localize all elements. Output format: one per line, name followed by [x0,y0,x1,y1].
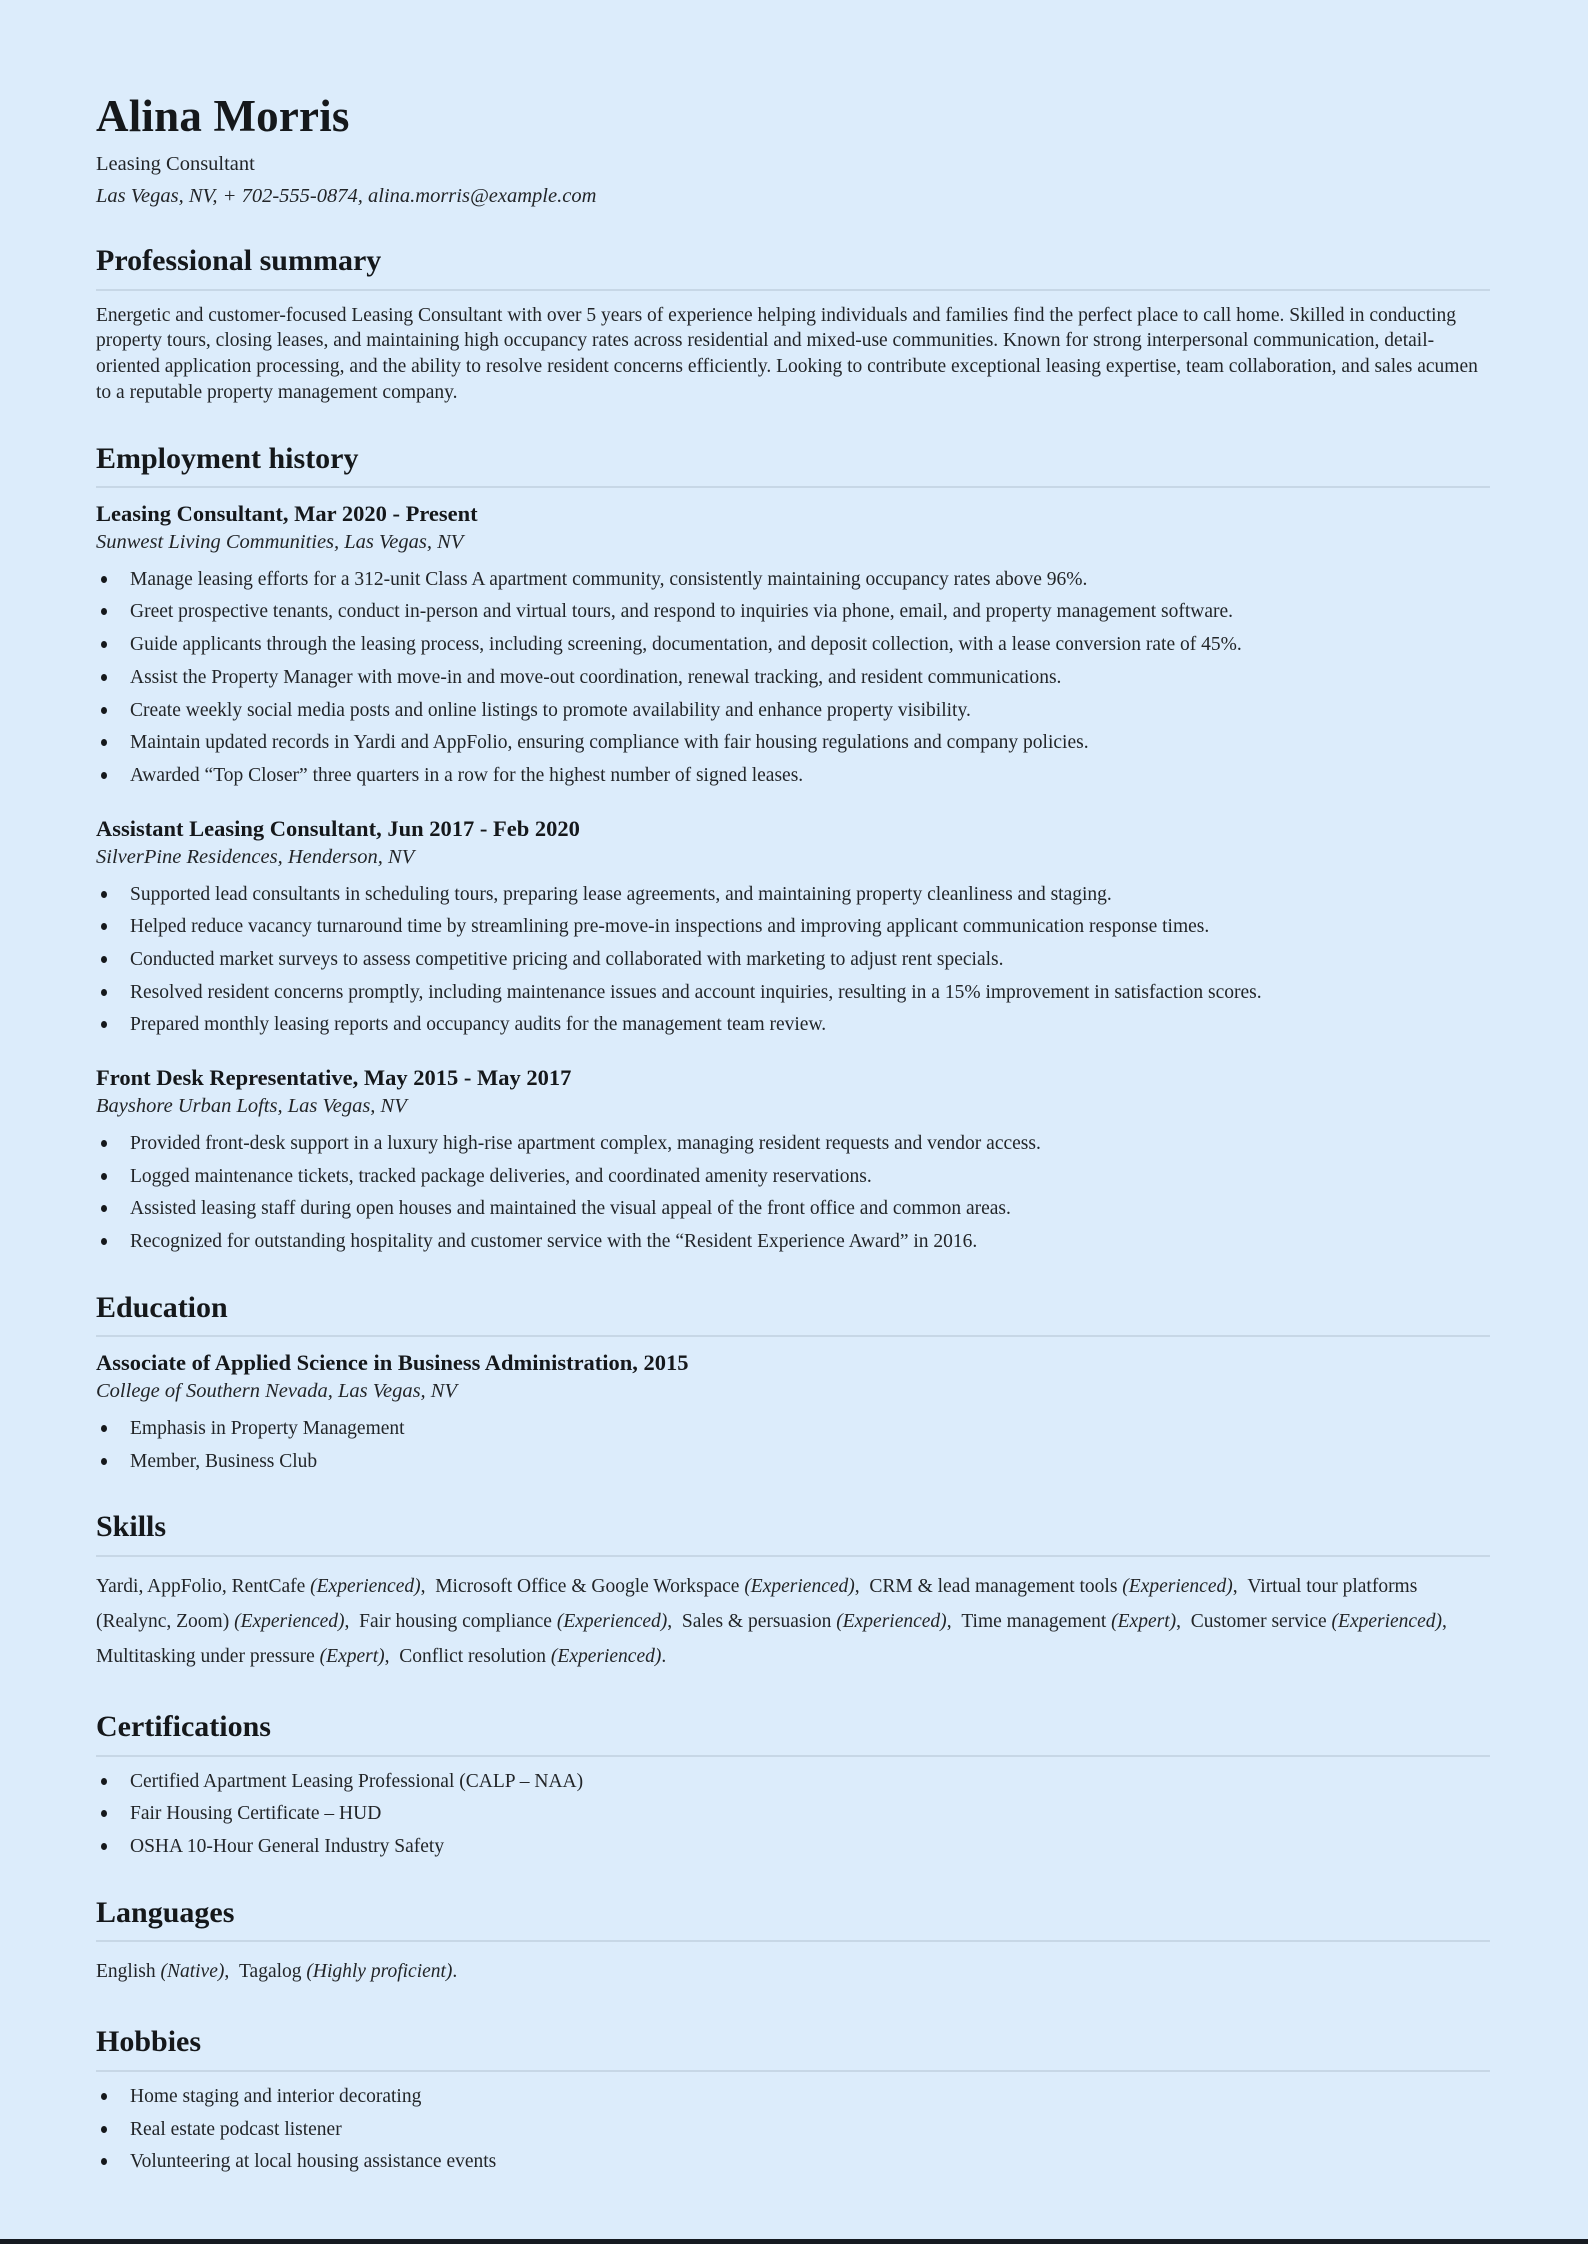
inline-item: Multitasking under pressure (Expert), [96,1646,400,1668]
bullet-item: OSHA 10-Hour General Industry Safety [96,1834,1490,1860]
job-entry [96,1064,1490,1255]
job-title: Leasing Consultant, Mar 2020 - Present [96,501,478,527]
inline-item: Customer service (Experienced), [1190,1610,1457,1632]
bullet-item: Real estate podcast listener [96,2117,1490,2143]
job-entry [96,500,1490,789]
bullet-item: Assist the Property Manager with move-in and move-out coordination, renewal tracking, and resident communications. [96,665,1490,691]
bullet-item: Maintain updated records in Yardi and AppFolio, ensuring compliance with fair housing regulations and company policies. [96,730,1490,756]
bullet-item: Greet prospective tenants, conduct in-person and virtual tours, and respond to inquiries via phone, email, and property management software. [96,599,1490,625]
bullet-item: Volunteering at local housing assistance events [96,2149,1490,2175]
education-school: College of Southern Nevada, Las Vegas, NV [96,1380,458,1403]
bullet-item: Certified Apartment Leasing Professional (CALP – NAA) [96,1769,1490,1795]
bullet-item: Prepared monthly leasing reports and occupancy audits for the management team review. [96,1012,1490,1038]
heading-skills: Skills [96,1510,1490,1557]
section-skills [96,1510,1490,1674]
contact-line: Las Vegas, NV, + 702-555-0874, alina.morris@example.com [96,184,597,207]
heading-hobbies: Hobbies [96,2025,1490,2072]
bullet-item: Logged maintenance tickets, tracked package deliveries, and coordinated amenity reservations. [96,1164,1490,1190]
inline-item: Microsoft Office & Google Workspace (Experienced), [435,1575,870,1597]
bullet-item: Home staging and interior decorating [96,2084,1490,2110]
inline-item: English (Native), [96,1961,239,1983]
bullet-item: Fair Housing Certificate – HUD [96,1801,1490,1827]
candidate-job-title: Leasing Consultant [96,153,255,175]
bullet-item: Assisted leasing staff during open houses and maintained the visual appeal of the front office and common areas. [96,1196,1490,1222]
bullet-item: Recognized for outstanding hospitality and customer service with the “Resident Experience Award” in 2016. [96,1229,1490,1255]
bullet-item: Provided front-desk support in a luxury high-rise apartment complex, managing resident requests and vendor access. [96,1131,1490,1157]
bullet-item: Conducted market surveys to assess competitive pricing and collaborated with marketing to adjust rent specials. [96,947,1490,973]
section-certifications [96,1710,1490,1860]
heading-education: Education [96,1291,1490,1338]
job-list [96,500,1490,1255]
inline-item: Time management (Expert), [961,1610,1191,1632]
inline-item: Conflict resolution (Experienced). [399,1646,667,1668]
languages-inline-list [96,1954,1490,1989]
bullet-item: Member, Business Club [96,1449,1490,1475]
education-bullets [96,1416,1490,1474]
page-bottom-edge-bar [0,2239,1588,2244]
job-title: Assistant Leasing Consultant, Jun 2017 - Feb 2020 [96,815,580,841]
bullet-item: Supported lead consultants in scheduling tours, preparing lease agreements, and maintaining property cleanliness and staging. [96,882,1490,908]
bullet-item: Create weekly social media posts and online listings to promote availability and enhance property visibility. [96,698,1490,724]
bullet-item: Helped reduce vacancy turnaround time by streamlining pre-move-in inspections and improving applicant communication response times. [96,914,1490,940]
section-professional-summary [96,244,1490,405]
heading-languages: Languages [96,1896,1490,1943]
resume-header [96,91,1490,208]
inline-item: Tagalog (Highly proficient). [238,1961,458,1983]
bullet-item: Manage leasing efforts for a 312-unit Class A apartment community, consistently maintaining occupancy rates above 96%. [96,567,1490,593]
inline-item: Sales & persuasion (Experienced), [681,1610,962,1632]
section-languages [96,1896,1490,1990]
education-degree: Associate of Applied Science in Business Administration, 2015 [96,1350,689,1376]
bullet-item: Awarded “Top Closer” three quarters in a row for the highest number of signed leases. [96,763,1490,789]
summary-text: Energetic and customer-focused Leasing Consultant with over 5 years of experience helping individuals and families find the perfect place to call home. Skilled in conducting property tours, closing leases, and maintaining high occupancy rates across residential and mixed-use communities. Known for strong interpersonal communication, detail-oriented application processing, and the ability to resolve resident concerns efficiently. Looking to contribute exceptional leasing expertise, team collaboration, and sales acumen to a reputable property management company. [96,304,1478,403]
bullet-item: Resolved resident concerns promptly, including maintenance issues and account inquiries, resulting in a 15% improvement in satisfaction scores. [96,980,1490,1006]
hobby-bullets [96,2084,1490,2175]
bullet-item: Emphasis in Property Management [96,1416,1490,1442]
job-title: Front Desk Representative, May 2015 - May 2017 [96,1065,572,1091]
job-bullets [96,882,1490,1039]
job-bullets [96,567,1490,789]
job-entry [96,815,1490,1038]
inline-item: CRM & lead management tools (Experienced), [869,1575,1248,1597]
job-company: Sunwest Living Communities, Las Vegas, NV [96,531,464,554]
job-company: SilverPine Residences, Henderson, NV [96,845,415,868]
job-company: Bayshore Urban Lofts, Las Vegas, NV [96,1095,407,1118]
section-education [96,1291,1490,1475]
job-bullets [96,1131,1490,1255]
heading-certifications: Certifications [96,1710,1490,1757]
certification-bullets [96,1769,1490,1860]
skills-inline-list [96,1569,1490,1674]
inline-item: Yardi, AppFolio, RentCafe (Experienced), [96,1575,436,1597]
section-hobbies [96,2025,1490,2175]
candidate-name: Alina Morris [96,91,350,141]
heading-professional-summary: Professional summary [96,244,1490,291]
bullet-item: Guide applicants through the leasing process, including screening, documentation, and deposit collection, with a lease conversion rate of 45%. [96,632,1490,658]
section-employment-history [96,442,1490,1255]
inline-item: Virtual tour platforms (Realync, Zoom) (Experienced), [96,1575,1418,1632]
inline-item: Fair housing compliance (Experienced), [359,1610,682,1632]
heading-employment-history: Employment history [96,442,1490,489]
